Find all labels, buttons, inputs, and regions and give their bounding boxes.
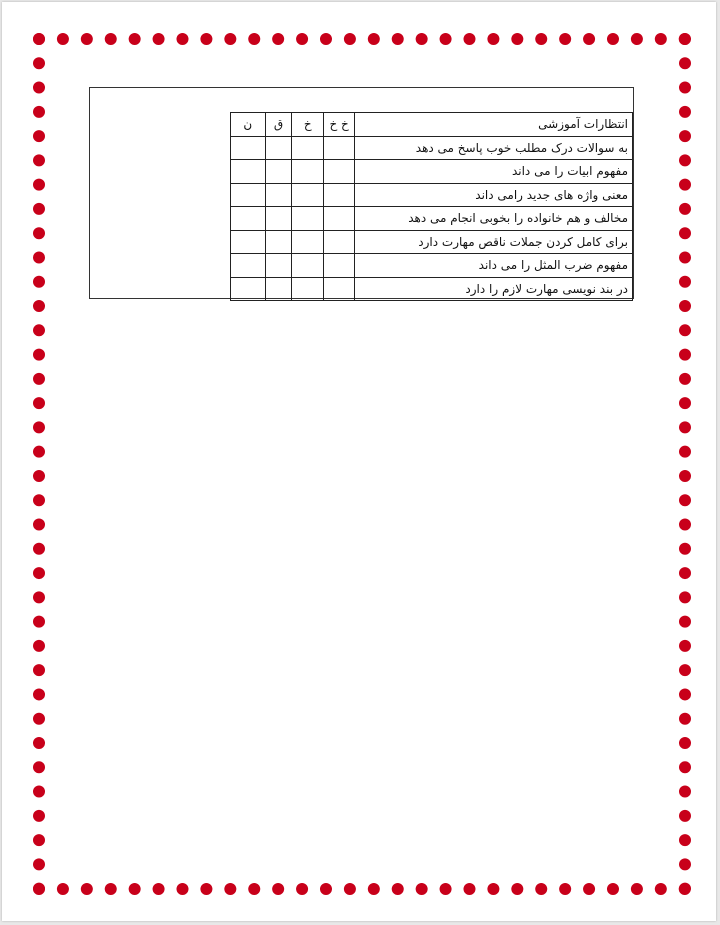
row-label: معنی واژه های جدید رامی داند	[355, 183, 633, 207]
grade-cell[interactable]	[265, 277, 292, 301]
grade-cell[interactable]	[324, 160, 355, 184]
grade-cell[interactable]	[265, 183, 292, 207]
grade-cell[interactable]	[231, 183, 266, 207]
grade-cell[interactable]	[231, 254, 266, 278]
row-label: در بند نویسی مهارت لازم را دارد	[355, 277, 633, 301]
table-row	[231, 230, 633, 254]
table-row	[231, 207, 633, 231]
row-label: به سوالات درک مطلب خوب پاسخ می دهد	[355, 136, 633, 160]
table-row	[231, 160, 633, 184]
grade-cell[interactable]	[231, 230, 266, 254]
grade-cell[interactable]	[292, 230, 324, 254]
grade-cell[interactable]	[231, 277, 266, 301]
row-label: مخالف و هم خانواده را بخوبی انجام می دهد	[355, 207, 633, 231]
grade-cell[interactable]	[324, 230, 355, 254]
grade-cell[interactable]	[324, 207, 355, 231]
document-page	[2, 2, 716, 921]
table-row	[231, 277, 633, 301]
grade-cell[interactable]	[324, 277, 355, 301]
grade-cell[interactable]	[292, 277, 324, 301]
table-header-row	[231, 113, 633, 137]
table-row	[231, 183, 633, 207]
row-label: برای کامل کردن جملات ناقص مهارت دارد	[355, 230, 633, 254]
grade-cell[interactable]	[265, 207, 292, 231]
evaluation-table	[230, 112, 633, 301]
grade-cell[interactable]	[231, 160, 266, 184]
grade-cell[interactable]	[292, 160, 324, 184]
grade-cell[interactable]	[265, 254, 292, 278]
header-expectations: انتظارات آموزشی	[355, 113, 633, 137]
grade-cell[interactable]	[231, 136, 266, 160]
grade-cell[interactable]	[292, 183, 324, 207]
header-grade-very-good: خ خ	[324, 113, 355, 137]
table-row	[231, 254, 633, 278]
grade-cell[interactable]	[292, 254, 324, 278]
header-grade-acceptable: ق	[265, 113, 292, 137]
row-label: مفهوم ابیات را می داند	[355, 160, 633, 184]
grade-cell[interactable]	[324, 254, 355, 278]
grade-cell[interactable]	[292, 136, 324, 160]
grade-cell[interactable]	[324, 183, 355, 207]
grade-cell[interactable]	[231, 207, 266, 231]
content-box	[89, 87, 634, 299]
grade-cell[interactable]	[265, 136, 292, 160]
table-row	[231, 136, 633, 160]
header-grade-needs-effort: ن	[231, 113, 266, 137]
grade-cell[interactable]	[265, 230, 292, 254]
row-label: مفهوم ضرب المثل را می داند	[355, 254, 633, 278]
header-grade-good: خ	[292, 113, 324, 137]
grade-cell[interactable]	[265, 160, 292, 184]
grade-cell[interactable]	[292, 207, 324, 231]
grade-cell[interactable]	[324, 136, 355, 160]
